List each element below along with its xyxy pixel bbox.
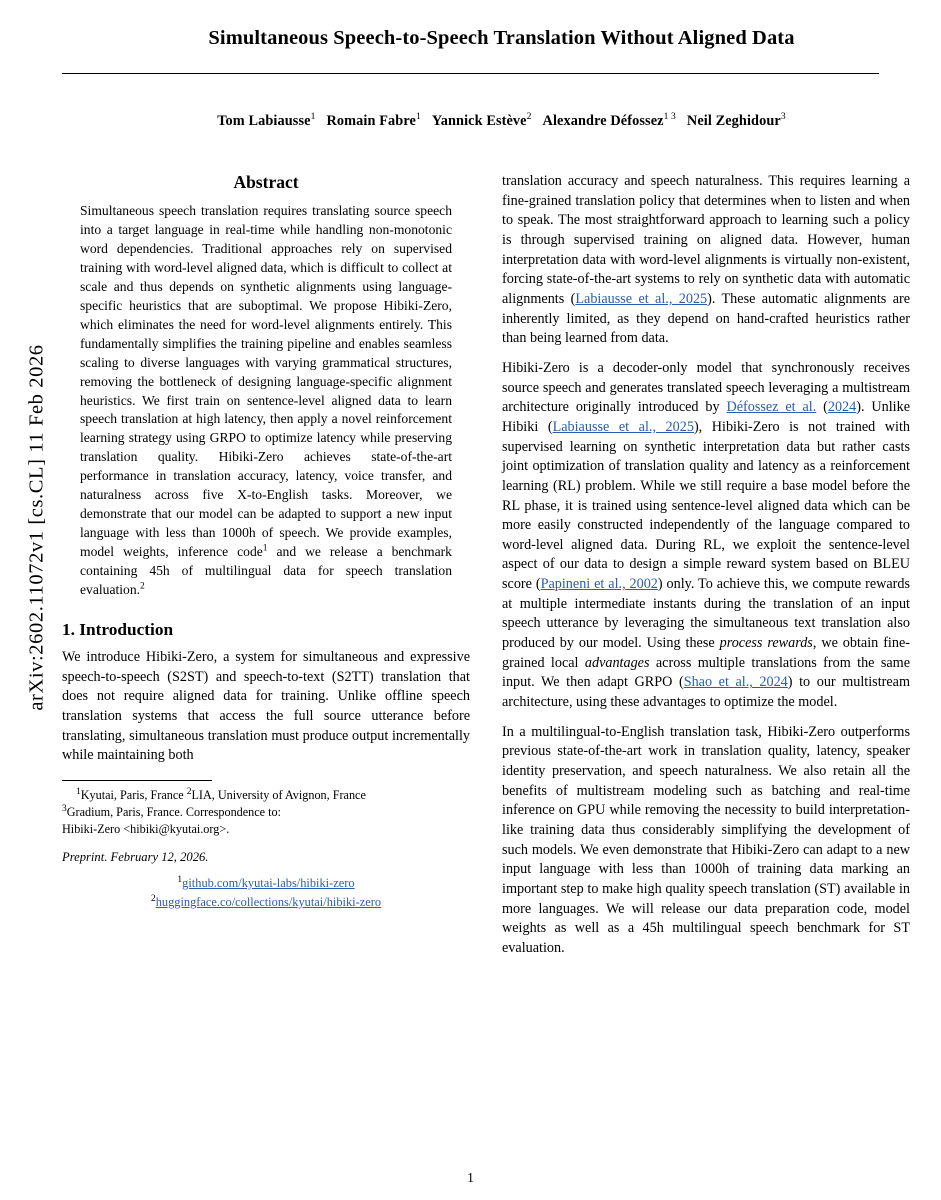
citation-defossez[interactable]: Défossez et al. [726, 399, 817, 416]
affiliation-marker-3: 3 [62, 804, 67, 815]
footnote-affiliation-3: $^3$Gradium, Paris, France. Correspondence to: [62, 804, 281, 820]
affiliation-marker-1: 1 [76, 786, 81, 797]
title-divider [62, 73, 879, 74]
left-column [62, 172, 470, 969]
arxiv-stamp: arXiv:2602.11072v1 [cs.CL] 11 Feb 2026 [25, 344, 48, 711]
author: Neil Zeghidour$^3$ [686, 111, 786, 129]
footnote-links [62, 874, 470, 911]
abstract-paragraph [80, 202, 452, 600]
introduction-paragraph: We introduce Hibiki-Zero, a system for simultaneous and expressive speech-to-speech (S2ST) and speech-to-text (S2TT) translation that does not require aligned data for training. Unlike offline speech translation systems that access the full source utterance before translating, simultaneous translation must produce output incrementally while maintaining both [62, 649, 470, 764]
preprint-notice: Preprint. February 12, 2026. [62, 849, 209, 864]
huggingface-link[interactable]: huggingface.co/collections/kyutai/hibiki-zero [155, 894, 382, 909]
footnote-marker-2: 2 [140, 581, 145, 592]
author: Tom Labiausse$^1$ [217, 111, 316, 129]
citation-papineni-2002[interactable]: Papineni et al., 2002 [540, 576, 658, 593]
author: Romain Fabre$^1$ [326, 111, 421, 129]
footnote-link-2-row [62, 893, 470, 912]
footnote-affiliations: $^1$Kyutai, Paris, France $^2$LIA, University of Avignon, France [76, 786, 366, 802]
section-heading-introduction: 1. Introduction [62, 620, 174, 640]
author-affiliation-marker: 1 3 [663, 111, 676, 122]
citation-labiausse-2025[interactable]: Labiausse et al., 2025 [575, 290, 708, 307]
github-link[interactable]: github.com/kyutai-labs/hibiki-zero [182, 876, 355, 891]
paper-page [62, 0, 941, 1200]
right-column [502, 172, 910, 969]
author-affiliation-marker: 3 [780, 111, 786, 122]
citation-shao-2024[interactable]: Shao et al., 2024 [683, 674, 788, 691]
page-title: Simultaneous Speech-to-Speech Translation Without Aligned Data [208, 27, 795, 49]
abstract-text-cont: and we release a benchmark containing 45h of multilingual data for speech translation evaluation. [80, 544, 452, 598]
two-column-body [62, 172, 941, 969]
author-affiliation-marker: 1 [310, 111, 316, 122]
abstract-body [62, 202, 470, 600]
footnote-link-1-row [62, 874, 470, 893]
emphasis-process-rewards: process rewards [719, 635, 813, 652]
emphasis-advantages: advantages [584, 654, 650, 671]
author: Alexandre Défossez$^{1 3}$ [542, 111, 676, 129]
footnotes [62, 787, 470, 912]
citation-labiausse-2025-b[interactable]: Labiausse et al., 2025 [552, 418, 694, 435]
right-paragraph-3: In a multilingual-to-English translation task, Hibiki-Zero outperforms previous state-of-the-art work in translation quality, latency, speaker identity preservation, and speech naturalness. We also retain all the benefits of multistream modeling such as batching and real-time inference on GPU while removing the necessity to build interpretation-like training data thus considerably simplifying the development of such models. We even demonstrate that Hibiki-Zero can adapt to a new input language with less than 1000h of training data marking an important step to make high quality speech translation (ST) available in more languages. We will release our data preparation code, model weights as well as a 45h multilingual speech benchmark for ST evaluation. [502, 723, 910, 956]
affiliation-marker-2: 2 [186, 786, 192, 797]
right-paragraph-2: Hibiki-Zero is a decoder-only model that synchronously receives source speech and generates translated speech leveraging a multistream architecture originally introduced by Défossez et al. (2024). Unlike Hibiki (Labiausse et al., 2025), Hibiki-Zero is not trained with supervised learning on synthetic interpretation data but rather casts joint optimization of translation quality and latency as a reinforcement learning (RL) problem. While we still require a base model before the RL phase, it is trained using sentence-level aligned data which can be more easily constructed independently of the language compared to word-level aligned data. During RL, we exploit the sentence-level aspect of our data to design a simple reward system based on BLEU score (Papineni et al., 2002) only. To achieve this, we compute rewards at multiple intermediate instants during the translation of an input speech utterance by leveraging the simultaneous text translation also produced by our model. Using these process rewards, we obtain fine-grained local advantages across multiple translations from the same input. We then adapt GRPO (Shao et al., 2024) to our multistream architecture, using these advantages to optimize the model. [502, 359, 910, 711]
footnote-link-marker-1: 1 [177, 875, 183, 886]
author-affiliation-marker: 1 [415, 111, 421, 122]
author-affiliation-marker: 2 [526, 111, 532, 122]
citation-defossez-year[interactable]: 2024 [827, 399, 857, 416]
page-number: 1 [467, 1170, 474, 1185]
footnote-divider [62, 780, 212, 781]
right-paragraph-1: translation accuracy and speech naturalness. This requires learning a fine-grained translation policy that determines when to listen and when to speak. The most straightforward approach to learning such a policy is through supervised training on aligned data. However, human interpretation data with word-level alignments is virtually non-existent, forcing state-of-the-art systems to rely on synthetic data with automatic alignments (Labiausse et al., 2025). These automatic alignments are inherently limited, as they depend on hand-crafted heuristics rather than being learned from data. [502, 173, 911, 347]
author: Yannick Estève$^2$ [431, 111, 532, 129]
abstract-heading: Abstract [233, 172, 299, 192]
abstract-text: Simultaneous speech translation requires translating source speech into a target language in real-time while handling non-monotonic word dependencies. Traditional approaches rely on supervised training with word-level aligned data, which is difficult to collect at scale and thus depends on synthetic alignments using language-specific heuristics that are suboptimal. We propose Hibiki-Zero, which eliminates the need for word-level alignments entirely. This fundamentally simplifies the training pipeline and enables seamless scaling to diverse languages with varying grammatical structures, removing the bottleneck of designing language-specific alignment heuristics. We first train on sentence-level aligned data to learn speech translation at high latency, then apply a novel reinforcement learning strategy using GRPO to optimize latency while preserving translation quality. Hibiki-Zero achieves state-of-the-art performance in translation accuracy, latency, voice transfer, and naturalness across five X-to-English tasks. Moreover, we demonstrate that our model can be adapted to support a new input language with less than 1000h of speech. We provide examples, model weights, inference code [80, 203, 452, 560]
footnote-marker-1: 1 [262, 543, 268, 554]
footnote-correspondence: Hibiki-Zero <hibiki@kyutai.org>. [62, 822, 230, 837]
footnote-link-marker-2: 2 [150, 893, 156, 904]
author-list [62, 111, 941, 130]
